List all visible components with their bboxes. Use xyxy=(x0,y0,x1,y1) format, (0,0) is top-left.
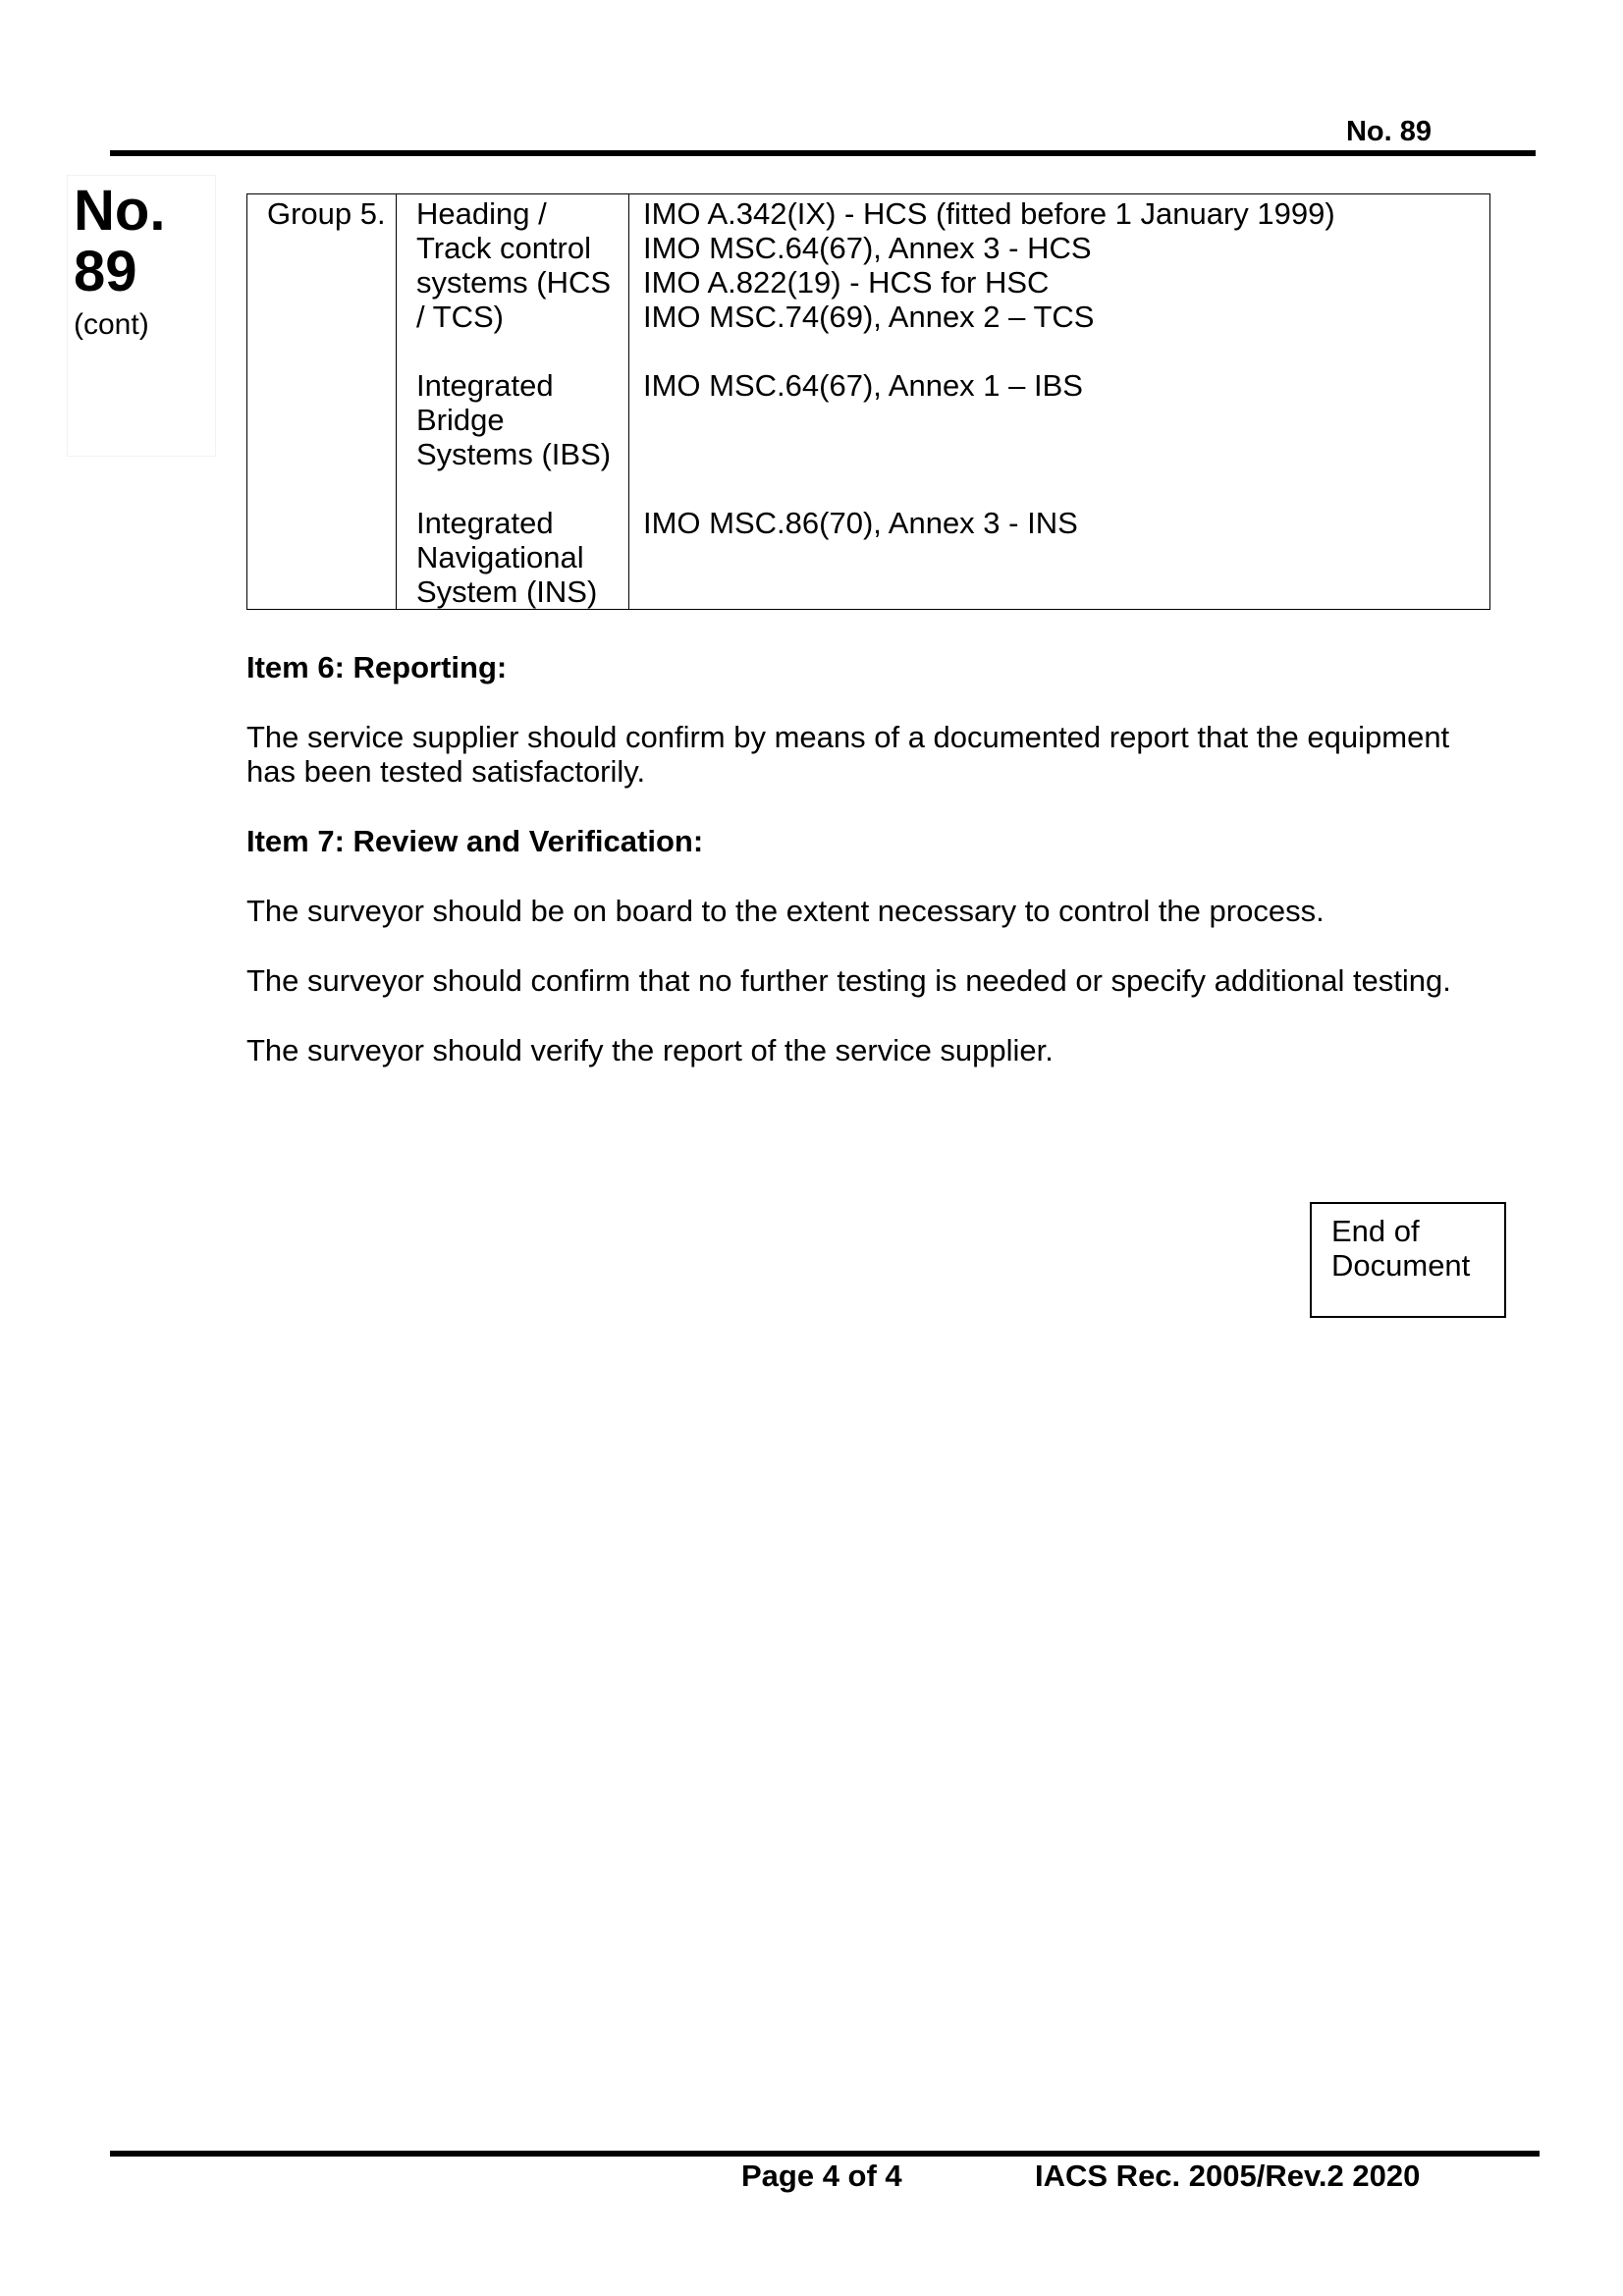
system-line: systems (HCS xyxy=(416,265,612,300)
system-cell xyxy=(397,194,629,610)
end-box-line2: Document xyxy=(1331,1248,1471,1283)
footer-rule xyxy=(110,2151,1540,2157)
standards-table xyxy=(246,193,1490,610)
standards-cell xyxy=(629,194,1490,610)
system-line: Integrated xyxy=(416,368,554,403)
side-doc-number-line2: 89 xyxy=(74,240,137,303)
header-rule xyxy=(110,150,1536,156)
system-block-ins xyxy=(416,506,621,609)
standard-line: IMO MSC.64(67), Annex 3 - HCS xyxy=(643,231,1092,265)
footer-reference: IACS Rec. 2005/Rev.2 2020 xyxy=(1035,2159,1421,2193)
side-cont-label: (cont) xyxy=(74,308,149,341)
standards-block-hcs xyxy=(643,196,1476,334)
system-line: Navigational xyxy=(416,540,584,574)
system-line: System (INS) xyxy=(416,574,598,609)
item7-heading: Item 7: Review and Verification: xyxy=(246,824,704,858)
standard-line: IMO MSC.64(67), Annex 1 – IBS xyxy=(643,368,1083,403)
system-line: Track control xyxy=(416,231,592,265)
standard-line: IMO A.822(19) - HCS for HSC xyxy=(643,265,1050,300)
system-line: Systems (IBS) xyxy=(416,437,612,471)
end-box-line1: End of xyxy=(1331,1214,1420,1248)
item7-paragraph: The surveyor should verify the report of the service supplier. xyxy=(246,1033,1054,1067)
standards-block-ins xyxy=(643,506,1476,540)
item7-paragraph: The surveyor should be on board to the extent necessary to control the process. xyxy=(246,894,1325,928)
end-of-document-box xyxy=(1310,1202,1506,1318)
header-doc-number: No. 89 xyxy=(1345,116,1432,147)
system-block-hcs xyxy=(416,196,621,334)
item6-text: The service supplier should confirm by means of a documented report that the equipment has been tested satisfactorily. xyxy=(246,720,1450,789)
system-line: Heading / xyxy=(416,196,547,231)
side-doc-number-line1: No. xyxy=(74,179,166,243)
system-line: / TCS) xyxy=(416,300,504,334)
standard-line: IMO MSC.74(69), Annex 2 – TCS xyxy=(643,300,1095,334)
system-block-ibs xyxy=(416,368,621,471)
item7-paragraph: The surveyor should confirm that no further testing is needed or specify additional testing. xyxy=(246,963,1451,998)
item6-heading: Item 6: Reporting: xyxy=(246,650,508,684)
side-doc-number xyxy=(74,181,165,302)
system-line: Bridge xyxy=(416,403,505,437)
system-line: Integrated xyxy=(416,506,554,540)
standard-line: IMO A.342(IX) - HCS (fitted before 1 January 1999) xyxy=(643,196,1335,231)
group-cell: Group 5. xyxy=(247,194,397,610)
standard-line: IMO MSC.86(70), Annex 3 - INS xyxy=(643,506,1078,540)
standards-block-ibs xyxy=(643,368,1476,471)
footer-page-number: Page 4 of 4 xyxy=(741,2159,902,2193)
table-row xyxy=(247,194,1490,610)
